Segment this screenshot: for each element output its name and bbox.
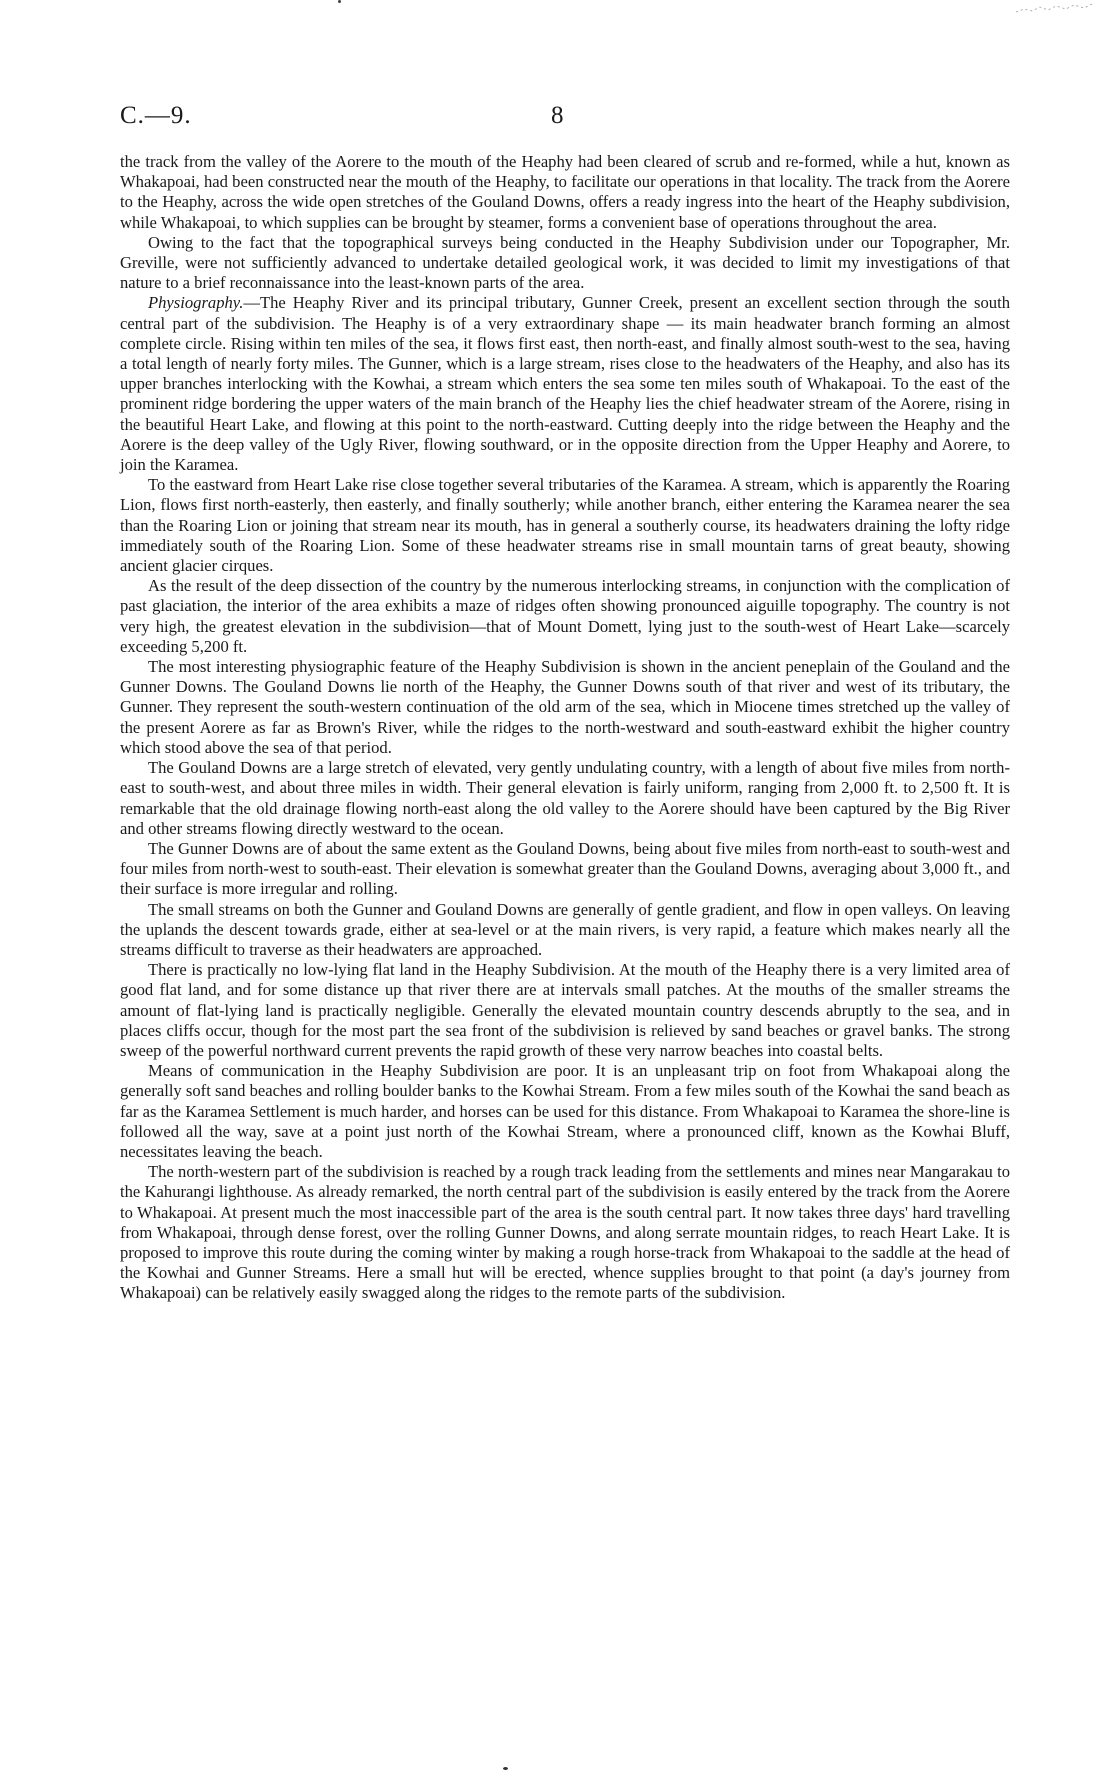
- scan-smudge: [1014, 2, 1094, 16]
- scan-speck: [338, 0, 341, 3]
- paragraph-text: The most interesting physiographic feature of the Heaphy Subdivision is shown in the ancient peneplain of the Gouland and the Gunner Downs. The Gouland Downs lie north of the Heaphy, the Gunner Downs south of that river and west of its tributary, the Gunner. They represent the south-western continuation of the old arm of the sea, which in Miocene times stretched up the valley of the present Aorere as far as Brown's River, while the ridges to the north-westward and south-eastward exhibit the higher country which stood above the sea of that period.: [120, 657, 1010, 757]
- paragraph: [120, 900, 1010, 961]
- page-header: [120, 102, 1010, 130]
- paragraph-text: The Gunner Downs are of about the same extent as the Gouland Downs, being about five miles from north-east to south-west and four miles from north-west to south-east. Their elevation is somewhat greater than the Gouland Downs, averaging about 3,000 ft., and their surface is more irregular and rolling.: [120, 838, 1011, 899]
- paragraph-text: The north-western part of the subdivision is reached by a rough track leading from the settlements and mines near Mangarakau to the Kahurangi lighthouse. As already remarked, the north central part of the subdivision is easily entered by the track from the Aorere to Whakapoai. At present much the most inaccessible part of the area is the south central part. It now takes three days' hard travelling from Whakapoai, through dense forest, over the rolling Gunner Downs, and along serrate mountain ridges, to reach Heart Lake. It is proposed to improve this route during the coming winter by making a rough horse-track from Whakapoai to the saddle at the head of the Kowhai and Gunner Streams. Here a small hut will be erected, whence supplies brought to that point (a day's journey from Whakapoai) can be relatively easily swagged along the ridges to the remote parts of the subdivision.: [120, 1162, 1010, 1303]
- section-heading: Physiography.: [148, 293, 244, 313]
- paragraph: [120, 1162, 1010, 1303]
- paragraph: [120, 152, 1010, 233]
- scan-speck: [503, 1767, 508, 1770]
- paragraph: [120, 475, 1010, 576]
- paragraph: [120, 758, 1010, 839]
- paragraph: [120, 1061, 1010, 1162]
- paragraph-text: As the result of the deep dissection of the country by the numerous interlocking streams, in conjunction with the complication of past glaciation, the interior of the area exhibits a maze of ridges often showing pronounced aiguille topography. The country is not very high, the greatest elevation in the subdivision—that of Mount Domett, lying just to the south-west of Heart Lake—scarcely exceeding 5,200 ft.: [120, 576, 1010, 656]
- paragraph-text: The Gouland Downs are a large stretch of elevated, very gently undulating country, with a length of about five miles from north-east to south-west, and about three miles in width. Their general elevation is fairly uniform, ranging from 2,000 ft. to 2,500 ft. It is remarkable that the old drainage flowing north-east along the old valley to the Aorere should have been captured by the Big River and other streams flowing directly westward to the ocean.: [120, 758, 1010, 838]
- paragraph: [120, 960, 1010, 1061]
- paragraph-text: Means of communication in the Heaphy Subdivision are poor. It is an unpleasant trip on foot from Whakapoai along the generally soft sand beaches and rolling boulder banks to the Kowhai Stream. From a few miles south of the Kowhai the sand beach as far as the Karamea Settlement is much harder, and horses can be used for this distance. From Whakapoai to Karamea the shore-line is followed all the way, save at a point just north of the Kowhai Stream, where a pronounced cliff, known as the Kowhai Bluff, necessitates leaving the beach.: [120, 1061, 1010, 1161]
- page-number: 8: [551, 102, 564, 129]
- paragraph: [120, 839, 1010, 900]
- paragraph: [120, 576, 1010, 657]
- body-text: [120, 152, 1010, 1304]
- paragraph-text: To the eastward from Heart Lake rise close together several tributaries of the Karamea. A stream, which is apparently the Roaring Lion, flows first north-easterly, then easterly, and finally southerly; while another branch, either entering the Karamea nearer the sea than the Roaring Lion or joining that stream near its mouth, has in general a southerly course, its headwaters draining the lofty ridge immediately south of the Roaring Lion. Some of these headwater streams rise in small mountain tarns of great beauty, showing ancient glacier cirques.: [120, 475, 1010, 576]
- paragraph: [120, 293, 1010, 475]
- paragraph-text: There is practically no low-lying flat land in the Heaphy Subdivision. At the mouth of the Heaphy there is a very limited area of good flat land, and for some distance up that river there are at intervals small patches. At the mouths of the smaller streams the amount of flat-lying land is practically negligible. Generally the elevated mountain country descends abruptly to the sea, and in places cliffs occur, though for the most part the sea front of the subdivision is relieved by sand beaches or gravel banks. The strong sweep of the powerful northward current prevents the rapid growth of these very narrow beaches into coastal belts.: [120, 960, 1010, 1060]
- document-reference: C.—9.: [120, 102, 192, 129]
- paragraph: [120, 657, 1010, 758]
- paragraph: [120, 233, 1010, 294]
- paragraph-text: —The Heaphy River and its principal tributary, Gunner Creek, present an excellent section through the south central part of the subdivision. The Heaphy is of a very extraordinary shape — its main headwater branch forming an almost complete circle. Rising within ten miles of the sea, it flows first east, then north-east, and finally almost south-west to the sea, having a total length of nearly forty miles. The Gunner, which is a large stream, rises close to the headwaters of the Heaphy, and also has its upper branches interlocking with the Kowhai, a stream which enters the sea some ten miles south of Whakapoai. To the east of the prominent ridge bordering the upper waters of the main branch of the Heaphy lies the chief headwater stream of the Aorere, rising in the beautiful Heart Lake, and flowing at this point to the north-eastward. Cutting deeply into the ridge between the Heaphy and the Aorere is the deep valley of the Ugly River, flowing southward, or in the opposite direction from the Upper Heaphy and Aorere, to join the Karamea.: [120, 293, 1010, 475]
- paragraph-text: the track from the valley of the Aorere to the mouth of the Heaphy had been cleared of scrub and re-formed, while a hut, known as Whakapoai, had been constructed near the mouth of the Heaphy, to facilitate our operations in that locality. The track from the Aorere to the Heaphy, across the wide open stretches of the Gouland Downs, offers a ready ingress into the heart of the Heaphy subdivision, while Whakapoai, to which supplies can be brought by steamer, forms a convenient base of operations throughout the area.: [120, 152, 1010, 232]
- paragraph-text: Owing to the fact that the topographical surveys being conducted in the Heaphy Subdivision under our Topographer, Mr. Greville, were not sufficiently advanced to undertake detailed geological work, it was decided to limit my investigations of that nature to a brief reconnaissance into the least-known parts of the area.: [120, 232, 1010, 293]
- paragraph-text: The small streams on both the Gunner and Gouland Downs are generally of gentle gradient, and flow in open valleys. On leaving the uplands the descent towards grade, either at sea-level or at the main rivers, is very rapid, a feature which makes nearly all the streams difficult to traverse as their headwaters are approached.: [120, 899, 1010, 959]
